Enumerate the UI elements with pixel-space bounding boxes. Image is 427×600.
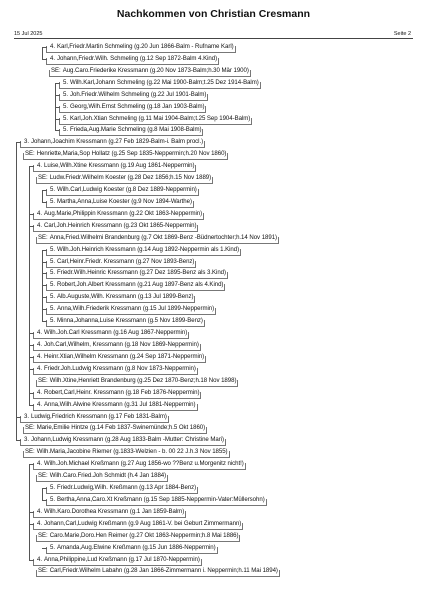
entry-text: Heinr.Xtian,Wilhelm Kressmann (g.24 Sep 1871-Neppermin) — [43, 352, 205, 360]
entry-box — [46, 499, 267, 506]
entry-text: Friedr.Ludwig,Wilh. Kreßmann (g.13 Apr 1884-Benz) — [56, 484, 197, 492]
generation-number: 5. — [63, 126, 68, 134]
entry-box — [33, 356, 206, 363]
tree-line — [42, 47, 43, 59]
tree-connector — [55, 130, 60, 131]
tree-line — [29, 166, 30, 404]
tree-line — [16, 142, 17, 440]
spouse-label: SE: — [38, 233, 48, 241]
entry-text: Anna,Wilh.Alwine Kressmann (g.31 Jul 1881-Neppermin) — [43, 400, 196, 408]
spouse-label: SE: — [25, 150, 35, 158]
entry-text: Robert,Joh.Albert Kressmann (g.21 Aug 1897-Benz als 4.Kind) — [56, 281, 224, 289]
entry-text: Johann,Ludwig Kressmann (g.28 Aug 1833-Balm -Mutter: Christine Mari) — [30, 436, 225, 444]
entry-box — [20, 439, 226, 446]
entry-text: Karl,Joh.Xtian Schmeling (g.11 Mai 1904-Balm;t.25 Sep 1904-Balm) — [69, 114, 251, 122]
tree-line — [29, 464, 30, 559]
entry-box — [33, 511, 186, 518]
spouse-label: SE: — [38, 174, 48, 182]
entry-box — [36, 535, 240, 542]
tree-line — [42, 250, 43, 322]
generation-number: 3. — [24, 138, 29, 146]
entry-text: Bertha,Anna,Caro.Xt Kreßmann (g.15 Sep 1885-Neppermin-Vater:Müllersohn) — [56, 495, 265, 503]
entry-text: Anna,Philippine,Lud Kreßmann (g.17 Jul 1870-Neppermin) — [43, 555, 200, 563]
generation-number: 4. — [37, 519, 42, 527]
generation-number: 5. — [50, 305, 55, 313]
generation-number: 5. — [50, 293, 55, 301]
entry-text: Amanda,Aug.Elwine Kreßmann (g.15 Jun 1886-Neppermin) — [56, 543, 216, 551]
entry-box — [46, 320, 205, 327]
entry-text: Robert,Carl,Heinr. Kressmann (g.18 Feb 1876-Neppermin) — [43, 388, 200, 396]
tree-connector — [42, 59, 47, 60]
tree-line — [55, 83, 56, 131]
spouse-label: SE: — [38, 567, 48, 575]
entry-text: Wilh.Karo.Dorothea Kressmann (g.1 Jan 1859-Balm) — [43, 507, 185, 515]
generation-number: 4. — [37, 162, 42, 170]
tree-line — [42, 488, 43, 500]
entry-text: Friedr.Wilh.Heinric Kressmann (g.27 Dez 1895-Benz als 3.Kind) — [56, 269, 226, 277]
entry-box — [46, 189, 199, 196]
entry-text: Wilh.Joh.Heinrich Kressmann (g.14 Aug 1892-Neppermin als 1.Kind) — [56, 245, 240, 253]
entry-box — [59, 106, 206, 113]
entry-box — [59, 82, 261, 89]
entry-text: Caro.Marie,Doro.Hen Reimer (g.27 Okt 1863-Neppermin;h.8 Mai 1886) — [49, 531, 239, 539]
generation-number: 4. — [37, 388, 42, 396]
generation-number: 4. — [37, 364, 42, 372]
generation-number: 5. — [50, 543, 55, 551]
tree-connector — [42, 548, 47, 549]
entry-text: Wilh.Carl,Ludwig Koester (g.8 Dez 1889-Neppermin) — [56, 186, 197, 194]
entry-box — [36, 177, 213, 184]
entry-text: Wilh.Joh.Carl Kressmann (g.16 Aug 1867-Neppermin) — [43, 329, 188, 337]
tree-connector — [29, 405, 34, 406]
entry-text: Wilh.Caro.Fried.Joh Schmidt (h.4 Jan 1884) — [49, 472, 167, 480]
entry-text: Marie,Emilie Hintze (g.14 Feb 1837-Swinemünde;h.5 Okt 1860) — [36, 424, 206, 432]
entry-box — [20, 416, 169, 423]
entry-box — [33, 332, 189, 339]
entry-text: Frieda,Aug.Marie Schmeling (g.8 Mai 1908-Balm) — [69, 126, 202, 134]
generation-number: 4. — [37, 221, 42, 229]
entry-box — [46, 249, 241, 256]
generation-number: 4. — [37, 460, 42, 468]
generation-number: 4. — [37, 400, 42, 408]
entry-text: Johann,Joachim Kressmann (g.27 Feb 1829-Balm-i. Balm procl.) — [30, 138, 204, 146]
generation-number: 5. — [63, 102, 68, 110]
entry-text: Georg,Wilh.Ernst Schmeling (g.18 Jan 1903-Balm) — [69, 102, 205, 110]
tree-connector — [42, 321, 47, 322]
generation-number: 5. — [50, 484, 55, 492]
entry-text: Ludwig,Friedrich Kressmann (g.17 Feb 1831-Balm) — [30, 412, 167, 420]
generation-number: 4. — [50, 54, 55, 62]
generation-number: 5. — [63, 114, 68, 122]
entry-box — [46, 296, 195, 303]
entry-box — [46, 261, 196, 268]
entry-box — [59, 94, 208, 101]
entry-box — [46, 487, 198, 494]
generation-number: 4. — [37, 507, 42, 515]
entry-box — [23, 427, 207, 434]
generation-number: 5. — [63, 90, 68, 98]
generation-number: 5. — [50, 197, 55, 205]
entry-box — [46, 284, 225, 291]
page-title: Nachkommen von Christian Cresmann — [116, 8, 311, 20]
entry-box — [36, 570, 280, 577]
entry-text: Carl,Friedr.Wilhelm Labahn (g.28 Jan 1866-Zimmermann i. Neppermin;h.11 Mai 1894) — [49, 567, 278, 575]
entry-box — [59, 129, 203, 136]
generation-number: 5. — [50, 495, 55, 503]
spouse-label: SE: — [38, 376, 48, 384]
entry-box — [33, 225, 198, 232]
spouse-label: SE: — [25, 424, 35, 432]
entry-box — [46, 201, 194, 208]
entry-text: Wilh.Joh.Michael Kreßmann (g.27 Aug 1856-wo ??Benz u.Morgenitz nicht!) — [43, 460, 244, 468]
generation-number: 5. — [50, 257, 55, 265]
generation-number: 4. — [50, 43, 55, 50]
generation-number: 5. — [50, 245, 55, 253]
tree-connector — [16, 440, 21, 441]
entry-text: Carl,Heinr.Friedr. Kressmann (g.27 Nov 1893-Benz) — [56, 257, 195, 265]
entry-box — [33, 368, 198, 375]
generation-number: 5. — [50, 317, 55, 325]
entry-box — [20, 141, 205, 148]
entry-box — [46, 308, 216, 315]
entry-box — [59, 118, 252, 125]
entry-box — [33, 392, 201, 399]
entry-text: Henriette,Maria,Sop Hollatz (g.25 Sep 1835-Neppermin;h.20 Nov 1860) — [36, 150, 227, 158]
tree-connector — [42, 202, 47, 203]
generation-number: 3. — [24, 436, 29, 444]
page-number: Seite 2 — [393, 31, 411, 37]
entry-box — [46, 272, 228, 279]
tree-connector — [29, 560, 34, 561]
entry-text: Anna,Fried.Wilhelmi Brandenburg (g.7 Okt 1869-Benz -Büdnertochter;h.14 Nov 1891) — [49, 233, 278, 241]
entry-text: Alb.Auguste,Wilh. Kressmann (g.13 Jul 1899-Benz) — [56, 293, 194, 301]
generation-number: 4. — [37, 555, 42, 563]
generation-number: 5. — [63, 78, 68, 86]
entry-box — [46, 58, 219, 65]
entry-text: Ludw.Friedr.Wilhelm Koester (g.28 Dez 1856;h.15 Nov 1889) — [49, 174, 212, 182]
entry-box — [46, 547, 218, 554]
spouse-label: SE: — [38, 531, 48, 539]
print-date: 15 Jul 2025 — [14, 31, 43, 37]
entry-box — [46, 46, 236, 53]
entry-text: Wilh.Xtine,Henriett Brandenburg (g.25 Dez 1870-Benz;h.18 Nov 1898) — [49, 376, 237, 384]
entry-box — [36, 475, 168, 482]
generation-number: 5. — [50, 281, 55, 289]
entry-box — [36, 237, 279, 244]
entry-text: Minna,Johanna,Luise Kressmann (g.5 Nov 1899-Benz) — [56, 317, 203, 325]
entry-text: Carl,Joh.Heinrich Kressmann (g.23 Okt 1865-Neppermin) — [43, 221, 197, 229]
entry-box — [33, 344, 201, 351]
generation-number: 5. — [50, 269, 55, 277]
entry-box — [33, 213, 204, 220]
entry-box — [49, 70, 251, 77]
generation-number: 3. — [24, 412, 29, 420]
entry-box — [33, 559, 202, 566]
entry-box — [33, 463, 246, 470]
entry-text: Friedr.Joh.Ludwig Kressmann (g.8 Nov 1873-Neppermin) — [43, 364, 196, 372]
entry-text: Luise,Wilh.Xtine Kressmann (g.19 Aug 1861-Neppermin) — [43, 162, 195, 170]
entry-box — [36, 380, 238, 387]
entry-box — [33, 404, 198, 411]
entry-text: Karl,Friedr.Martin Schmeling (g.20 Jun 1866-Balm - Rufname Karl) — [56, 43, 234, 50]
entry-text: Johann,Carl,Ludwig Kreßmann (g.9 Aug 1861-V. bei Geburt Zimmermann) — [43, 519, 242, 527]
generation-number: 4. — [37, 341, 42, 348]
entry-text: Anna,Wilh.Friederik Kressmann (g.15 Jul 1899-Neppermin) — [56, 305, 215, 313]
entry-text: Wilh.Maria,Jacobine Riemer (g.1833-Welzien - b. 00 22 J.h.3 Nov 1855) — [36, 448, 228, 456]
tree-connector — [42, 500, 47, 501]
generation-number: 4. — [37, 329, 42, 337]
entry-text: Wilh.Karl,Johann Schmeling (g.22 Mai 1900-Balm;t.25 Dez 1914-Balm) — [69, 78, 259, 86]
entry-text: Aug.Caro.Friederike Kressmann (g.20 Nov 1873-Balm;h.30 Mär 1900) — [62, 66, 249, 74]
generation-number: 5. — [50, 186, 55, 194]
spouse-label: SE: — [38, 472, 48, 480]
entry-box — [23, 451, 230, 458]
entry-text: Martha,Anna,Luise Koester (g.9 Nov 1894-Warthe) — [56, 197, 192, 205]
entry-text: Joh.Friedr.Wilhelm Schmeling (g.22 Jul 1901-Balm) — [69, 90, 207, 98]
entry-text: Aug.Marie,Philippin Kressmann (g.22 Okt 1863-Neppermin) — [43, 209, 203, 217]
entry-box — [33, 165, 196, 172]
spouse-label: SE: — [25, 448, 35, 456]
spouse-label: SE: — [51, 66, 61, 74]
entry-text: Joh.Carl,Wilhelm, Kressmann (g.18 Nov 1869-Neppermin) — [43, 341, 199, 348]
entry-box — [33, 523, 243, 530]
generation-number: 4. — [37, 352, 42, 360]
generation-number: 4. — [37, 209, 42, 217]
entry-text: Johann,Friedr.Wilh. Schmeling (g.12 Sep 1872-Balm 4.Kind) — [56, 54, 218, 62]
entry-box — [23, 153, 228, 160]
tree-line — [42, 190, 43, 202]
